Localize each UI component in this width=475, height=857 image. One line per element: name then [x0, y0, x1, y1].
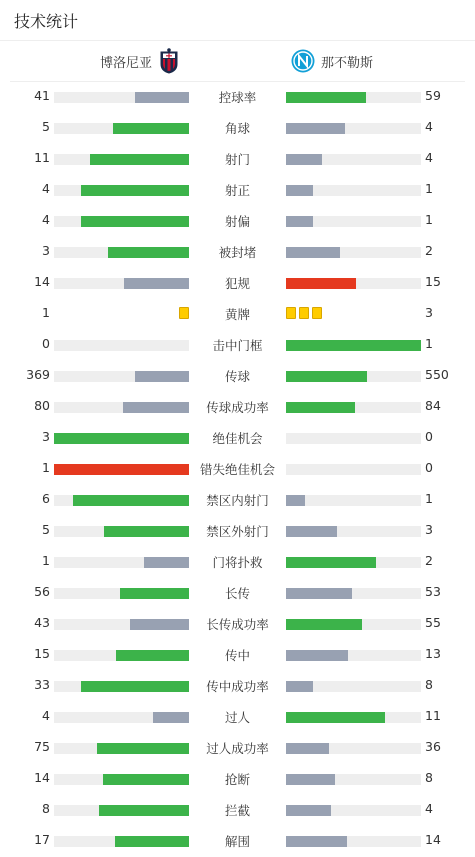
stat-label: 长传 [224, 586, 250, 601]
away-bar-fill [286, 185, 313, 196]
stat-row [0, 206, 475, 237]
away-value: 0 [425, 429, 433, 444]
away-bar-track [286, 712, 421, 723]
home-bar-fill [116, 650, 189, 661]
stat-label: 门将扑救 [212, 555, 263, 570]
away-bar-fill [286, 712, 385, 723]
home-team-name: 博洛尼亚 [99, 55, 152, 71]
home-bar-track [54, 495, 189, 506]
away-value: 1 [425, 181, 433, 196]
away-bar-fill [286, 588, 352, 599]
home-bar-track [54, 371, 189, 382]
away-value: 53 [425, 584, 441, 599]
home-value: 4 [42, 181, 50, 196]
away-value: 13 [425, 646, 441, 661]
away-bar-track [286, 371, 421, 382]
home-value: 3 [42, 429, 50, 444]
home-value: 75 [34, 739, 50, 754]
away-value: 36 [425, 739, 441, 754]
stats-header [0, 0, 475, 41]
away-bar-track [286, 154, 421, 165]
yellow-card-icon [179, 307, 189, 319]
stat-label: 长传成功率 [206, 617, 269, 632]
stat-row [0, 175, 475, 206]
home-bar-track [54, 402, 189, 413]
home-value: 8 [42, 801, 50, 816]
stat-label: 犯规 [224, 276, 250, 291]
stat-row [0, 795, 475, 826]
away-bar-track [286, 650, 421, 661]
stat-label: 传球成功率 [206, 400, 269, 415]
away-value: 1 [425, 336, 433, 351]
home-team[interactable] [100, 48, 178, 74]
away-value: 4 [425, 119, 433, 134]
away-value: 11 [425, 708, 441, 723]
away-bar-track [286, 123, 421, 134]
stat-label: 禁区内射门 [206, 493, 269, 508]
stat-row [0, 454, 475, 485]
home-value: 4 [42, 708, 50, 723]
home-value: 1 [42, 460, 50, 475]
away-value: 3 [425, 522, 433, 537]
home-bar-track [54, 712, 189, 723]
bologna-crest-icon [160, 48, 178, 74]
away-value: 14 [425, 832, 441, 847]
home-bar-track [54, 805, 189, 816]
away-value: 0 [425, 460, 433, 475]
home-bar-track [54, 247, 189, 258]
home-bar-fill [81, 681, 189, 692]
away-value: 550 [425, 367, 449, 382]
home-bar-fill [81, 185, 189, 196]
home-bar-track [54, 216, 189, 227]
away-bar-fill [286, 557, 376, 568]
stat-label: 过人 [224, 710, 250, 725]
stat-row [0, 361, 475, 392]
home-bar-fill [97, 743, 189, 754]
away-bar-fill [286, 402, 355, 413]
away-bar-track [286, 805, 421, 816]
home-bar-track [54, 464, 189, 475]
home-bar-fill [54, 464, 189, 475]
home-bar-track [54, 526, 189, 537]
home-bar-fill [90, 154, 189, 165]
home-bar-fill [108, 247, 189, 258]
stat-row [0, 640, 475, 671]
stat-row [0, 113, 475, 144]
stat-label: 射偏 [224, 214, 250, 229]
stat-row [0, 485, 475, 516]
yellow-card-icon [312, 307, 322, 319]
stat-row [0, 516, 475, 547]
stat-row [0, 671, 475, 702]
away-bar-track [286, 557, 421, 568]
stat-label: 射正 [224, 183, 250, 198]
away-value: 8 [425, 770, 433, 785]
home-bar-track [54, 557, 189, 568]
stat-label: 传球 [224, 369, 250, 384]
away-bar-fill [286, 743, 329, 754]
away-value: 1 [425, 491, 433, 506]
home-bar-fill [123, 402, 189, 413]
away-bar-fill [286, 92, 366, 103]
stat-row [0, 330, 475, 361]
home-bar-fill [153, 712, 189, 723]
stat-row [0, 547, 475, 578]
home-bar-track [54, 743, 189, 754]
away-value: 4 [425, 150, 433, 165]
stats-list [0, 82, 475, 857]
stat-label: 传中 [224, 648, 250, 663]
stat-row [0, 144, 475, 175]
home-bar-track [54, 92, 189, 103]
home-bar-fill [73, 495, 189, 506]
away-bar-fill [286, 154, 322, 165]
away-bar-track [286, 402, 421, 413]
away-bar-fill [286, 619, 362, 630]
away-bar-track [286, 216, 421, 227]
away-value: 2 [425, 553, 433, 568]
stat-label: 拦截 [224, 803, 250, 818]
away-value: 15 [425, 274, 441, 289]
stat-label: 传中成功率 [206, 679, 269, 694]
home-value: 80 [34, 398, 50, 413]
home-bar-fill [104, 526, 189, 537]
home-value: 41 [34, 88, 50, 103]
home-bar-fill [135, 92, 189, 103]
stat-label: 控球率 [218, 90, 257, 105]
away-bar-fill [286, 774, 335, 785]
stat-label: 击中门框 [212, 338, 263, 353]
napoli-crest-icon [291, 49, 315, 73]
away-bar-track [286, 526, 421, 537]
home-bar-fill [99, 805, 189, 816]
stat-label: 绝佳机会 [212, 431, 263, 446]
home-value: 369 [26, 367, 50, 382]
yellow-card-icon [286, 307, 296, 319]
stat-label: 射门 [224, 152, 250, 167]
away-bar-track [286, 681, 421, 692]
home-bar-track [54, 681, 189, 692]
away-bar-track [286, 495, 421, 506]
home-bar-fill [135, 371, 189, 382]
stat-label: 角球 [224, 121, 250, 136]
home-bar-track [54, 185, 189, 196]
stat-row [0, 82, 475, 113]
page-title: 技术统计 [14, 12, 79, 31]
home-bar-track [54, 588, 189, 599]
stat-label: 错失绝佳机会 [199, 462, 275, 477]
home-value: 14 [34, 274, 50, 289]
away-value: 59 [425, 88, 441, 103]
home-cards [179, 307, 189, 320]
away-bar-track [286, 774, 421, 785]
stat-label: 抢断 [224, 772, 250, 787]
away-bar-track [286, 836, 421, 847]
away-value: 55 [425, 615, 441, 630]
away-value: 4 [425, 801, 433, 816]
home-bar-fill [103, 774, 189, 785]
home-value: 5 [42, 522, 50, 537]
stat-row [0, 392, 475, 423]
stat-label: 被封堵 [218, 245, 257, 260]
stat-label: 解围 [224, 834, 250, 849]
away-bar-fill [286, 836, 347, 847]
away-team[interactable] [291, 48, 373, 74]
home-bar-track [54, 154, 189, 165]
home-bar-fill [120, 588, 189, 599]
stat-row [0, 299, 475, 330]
home-value: 4 [42, 212, 50, 227]
away-bar-fill [286, 650, 348, 661]
away-bar-fill [286, 805, 331, 816]
away-bar-track [286, 464, 421, 475]
away-bar-track [286, 247, 421, 258]
yellow-card-icon [299, 307, 309, 319]
home-value: 0 [42, 336, 50, 351]
away-bar-fill [286, 123, 345, 134]
home-value: 1 [42, 305, 50, 320]
stat-row [0, 237, 475, 268]
stat-row [0, 268, 475, 299]
stat-row [0, 578, 475, 609]
home-value: 56 [34, 584, 50, 599]
home-value: 6 [42, 491, 50, 506]
away-bar-track [286, 743, 421, 754]
home-bar-fill [124, 278, 189, 289]
home-bar-track [54, 340, 189, 351]
away-value: 8 [425, 677, 433, 692]
away-bar-track [286, 278, 421, 289]
away-bar-fill [286, 278, 356, 289]
away-bar-track [286, 588, 421, 599]
stat-label: 过人成功率 [206, 741, 269, 756]
away-bar-fill [286, 340, 421, 351]
home-bar-track [54, 836, 189, 847]
stat-label: 黄牌 [224, 307, 250, 322]
stat-row [0, 764, 475, 795]
home-value: 11 [34, 150, 50, 165]
home-bar-fill [54, 433, 189, 444]
away-value: 3 [425, 305, 433, 320]
home-value: 33 [34, 677, 50, 692]
home-value: 1 [42, 553, 50, 568]
away-value: 1 [425, 212, 433, 227]
away-bar-fill [286, 247, 340, 258]
home-value: 43 [34, 615, 50, 630]
away-team-name: 那不勒斯 [321, 55, 374, 71]
stat-row [0, 733, 475, 764]
away-bar-track [286, 185, 421, 196]
away-value: 2 [425, 243, 433, 258]
home-bar-track [54, 278, 189, 289]
home-value: 3 [42, 243, 50, 258]
away-cards [286, 307, 322, 320]
home-value: 17 [34, 832, 50, 847]
home-bar-track [54, 123, 189, 134]
away-bar-fill [286, 681, 313, 692]
home-value: 14 [34, 770, 50, 785]
home-bar-track [54, 433, 189, 444]
away-bar-track [286, 619, 421, 630]
home-value: 15 [34, 646, 50, 661]
stat-label: 禁区外射门 [206, 524, 269, 539]
away-bar-track [286, 433, 421, 444]
home-bar-track [54, 774, 189, 785]
away-bar-track [286, 340, 421, 351]
away-bar-fill [286, 526, 337, 537]
teams-row [10, 41, 465, 82]
home-bar-fill [115, 836, 189, 847]
home-bar-track [54, 619, 189, 630]
home-bar-fill [130, 619, 189, 630]
stat-row [0, 609, 475, 640]
home-bar-fill [81, 216, 189, 227]
away-bar-fill [286, 216, 313, 227]
away-bar-track [286, 92, 421, 103]
away-bar-fill [286, 371, 367, 382]
home-value: 5 [42, 119, 50, 134]
stat-row [0, 423, 475, 454]
home-bar-fill [113, 123, 189, 134]
away-bar-fill [286, 495, 305, 506]
home-bar-track [54, 650, 189, 661]
away-value: 84 [425, 398, 441, 413]
home-bar-fill [144, 557, 189, 568]
stat-row [0, 826, 475, 857]
stat-row [0, 702, 475, 733]
